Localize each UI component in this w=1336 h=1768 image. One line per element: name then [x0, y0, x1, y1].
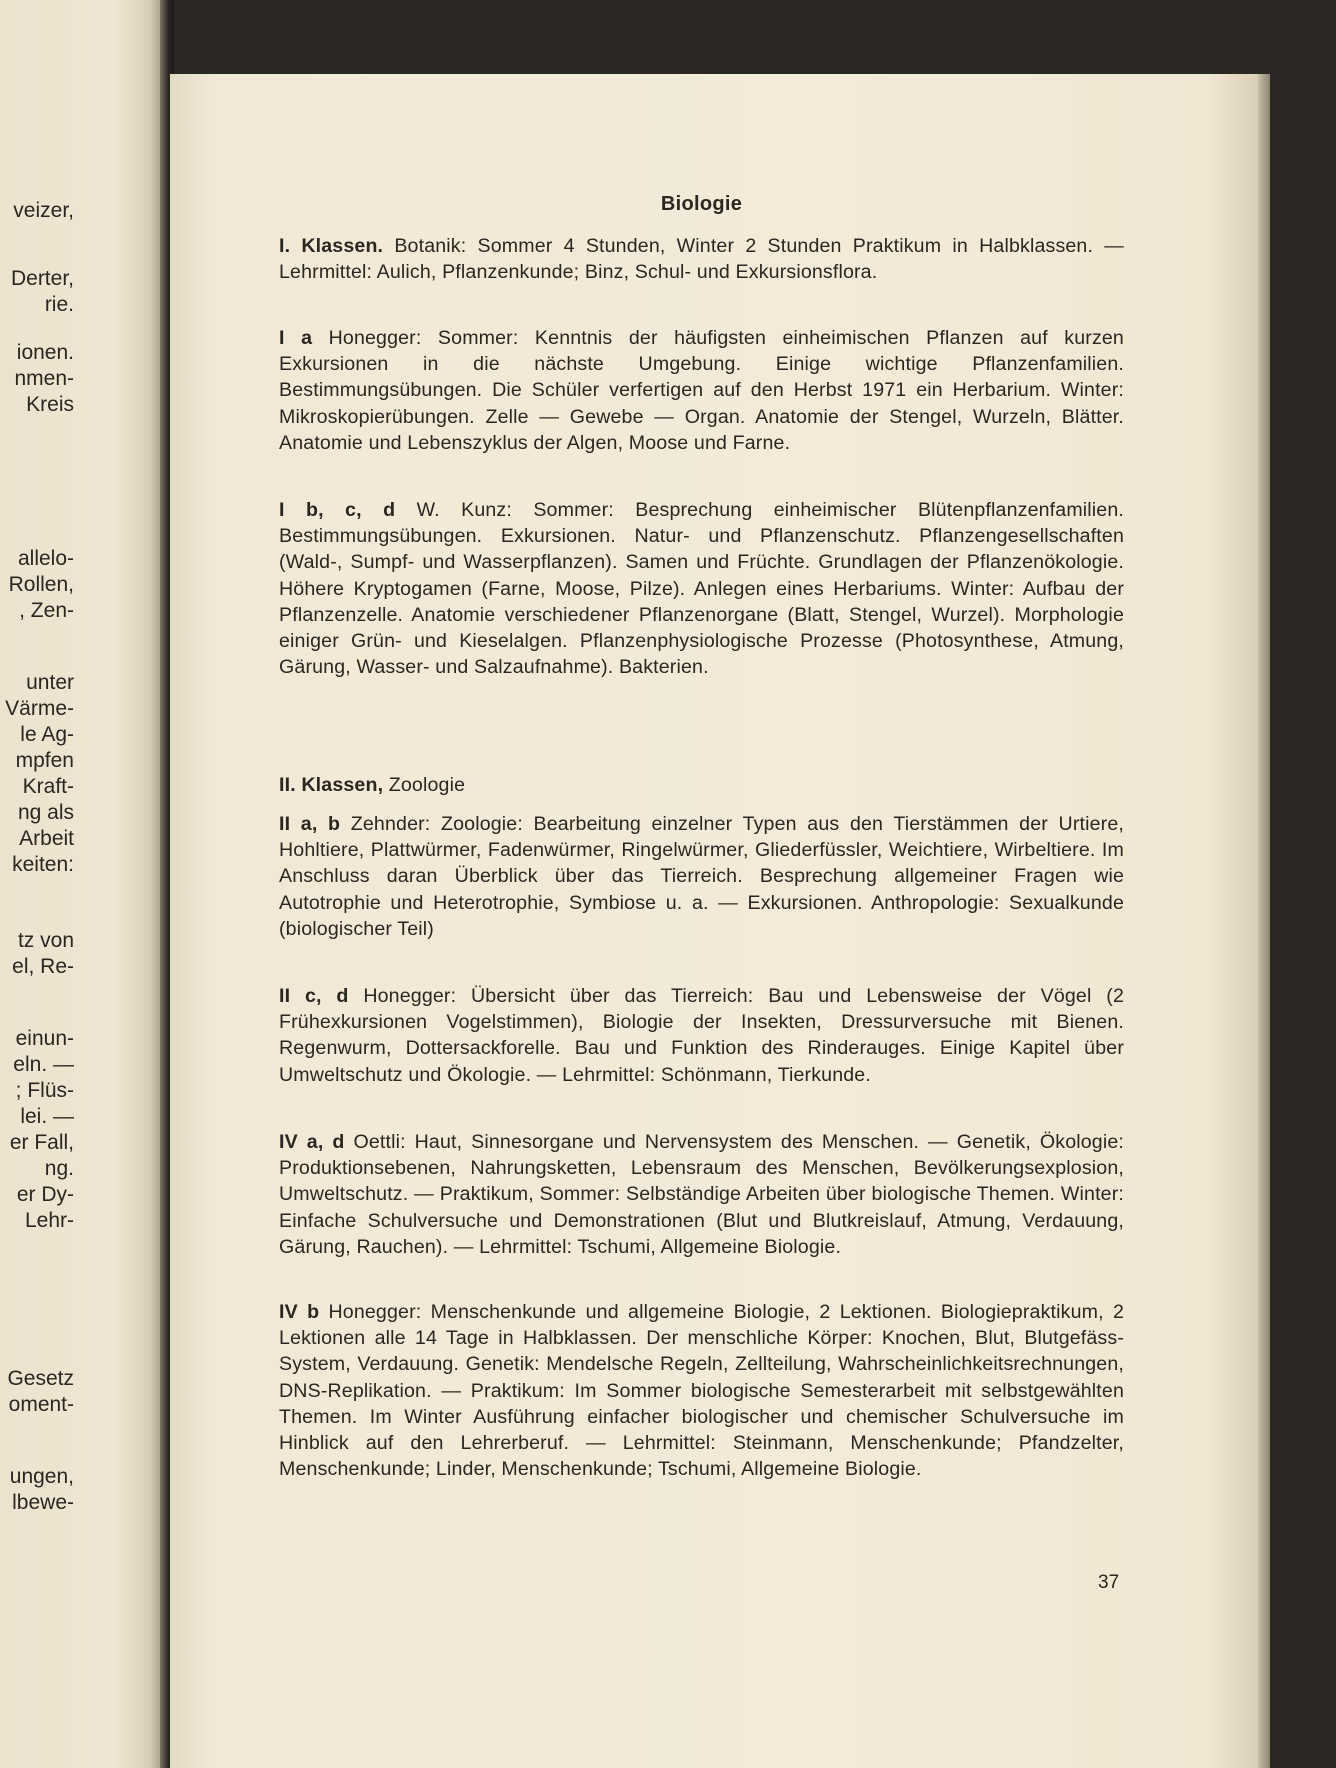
paragraph-label: I b, c, d	[279, 499, 396, 521]
left-fragment: le Ag-	[20, 723, 74, 746]
paragraph-text: Honegger: Übersicht über das Tierreich: Bau und Lebensweise der Vögel (2 Frühexkursionen Vogelstimmen), Biologie der Insekten, Dressurversuche mit Bienen. Regenwurm, Dottersackforelle. Bau und Funktion des Rinderauges. Einige Kapitel über Umweltschutz und Ökologie. — Lehrmittel: Schönmann, Tierkunde.	[279, 985, 1124, 1086]
left-fragment: Gesetz	[7, 1367, 74, 1390]
paragraph-label: II a, b	[279, 813, 341, 835]
paragraph-text: Honegger: Sommer: Kenntnis der häufigsten einheimischen Pflanzen auf kurzen Exkursionen in die nächste Umgebung. Einige wichtige Pflanzenfamilien. Bestimmungsübungen. Die Schüler verfertigen auf den Herbst 1971 ein Herbarium. Winter: Mikroskopierübungen. Zelle — Gewebe — Organ. Anatomie der Stengel, Wurzeln, Blätter. Anatomie und Lebenszyklus der Algen, Moose und Farne.	[279, 327, 1124, 454]
left-fragment: ionen.	[16, 341, 74, 364]
left-fragment: unter	[26, 671, 74, 694]
paragraph-label: II c, d	[279, 985, 349, 1007]
left-page	[0, 0, 166, 1768]
paragraph-label: II. Klassen,	[279, 774, 384, 796]
left-fragment: rie.	[44, 293, 74, 316]
page-number: 37	[1098, 1572, 1120, 1593]
paragraph-ia	[279, 325, 1124, 456]
page-title: Biologie	[660, 193, 743, 215]
left-fragment: ng als	[17, 801, 74, 824]
left-fragment: ; Flüs-	[15, 1079, 74, 1102]
left-fragment: er Fall,	[9, 1131, 74, 1154]
left-fragment: veizer,	[13, 199, 74, 222]
left-fragment: Värme-	[5, 697, 74, 720]
left-fragment: nmen-	[14, 367, 74, 390]
left-fragment: einun-	[15, 1027, 74, 1050]
paragraph-ibcd	[279, 497, 1124, 680]
paragraph-label: I. Klassen.	[279, 235, 384, 257]
paragraph-ivb	[279, 1299, 1124, 1482]
paragraph-text: Oettli: Haut, Sinnesorgane und Nervensystem des Menschen. — Genetik, Ökologie: Produktionsebenen, Nahrungsketten, Lebensraum des Menschen, Bevölkerungsexplosion, Umweltschutz. — Praktikum, Sommer: Selbständige Arbeiten über biologische Themen. Winter: Einfache Schulversuche und Demonstrationen (Blut und Blutkreislauf, Atmung, Verdauung, Gärung, Rauchen). — Lehrmittel: Tschumi, Allgemeine Biologie.	[279, 1131, 1124, 1258]
left-fragment: eln. —	[13, 1053, 74, 1076]
paragraph-text: Botanik: Sommer 4 Stunden, Winter 2 Stunden Praktikum in Halbklassen. — Lehrmittel: Aulich, Pflanzenkunde; Binz, Schul- und Exkursionsflora.	[279, 235, 1124, 284]
paragraph-klassen-1	[279, 233, 1124, 285]
left-fragment: er Dy-	[16, 1183, 74, 1206]
paragraph-ivad	[279, 1129, 1124, 1260]
page-edge	[1258, 74, 1270, 1768]
left-fragment: lei. —	[20, 1105, 74, 1128]
paragraph-text: Zoologie	[383, 774, 466, 796]
paragraph-text: Zehnder: Zoologie: Bearbeitung einzelner Typen aus den Tierstämmen der Urtiere, Hohltiere, Plattwürmer, Fadenwürmer, Ringelwürmer, Gliederfüssler, Weichtiere, Wirbeltiere. Im Anschluss daran Überblick über das Tierreich. Besprechung allgemeiner Fragen wie Autotrophie und Heterotrophie, Symbiose u. a. — Exkursionen. Anthropologie: Sexualkunde (biologischer Teil)	[279, 813, 1124, 940]
paragraph-label: IV b	[279, 1301, 320, 1323]
left-fragment: oment-	[8, 1393, 74, 1416]
left-fragment: Kraft-	[22, 775, 74, 798]
left-fragment: tz von	[17, 929, 74, 952]
left-fragment: Derter,	[10, 267, 74, 290]
left-fragment: Arbeit	[19, 827, 74, 850]
left-fragment: mpfen	[15, 749, 74, 772]
left-fragment: Rollen,	[8, 573, 74, 596]
left-fragment: allelo-	[17, 547, 74, 570]
left-fragment: ungen,	[9, 1465, 74, 1488]
left-fragment: keiten:	[12, 853, 74, 876]
paragraph-label: I a	[279, 327, 313, 349]
left-fragment: el, Re-	[12, 955, 74, 978]
left-fragment: ng.	[44, 1157, 74, 1180]
paragraph-klassen-2	[279, 772, 1124, 798]
left-fragment: Lehr-	[24, 1209, 74, 1232]
paragraph-iicd	[279, 983, 1124, 1088]
left-fragment: lbewe-	[12, 1491, 74, 1514]
left-fragment: , Zen-	[19, 599, 74, 622]
left-fragment: Kreis	[26, 393, 74, 416]
paragraph-text: Honegger: Menschenkunde und allgemeine Biologie, 2 Lektionen. Biologiepraktikum, 2 Lektionen alle 14 Tage in Halbklassen. Der menschliche Körper: Knochen, Blut, Blutgefäss-System, Verdauung. Genetik: Mendelsche Regeln, Zellteilung, Wahrscheinlichkeitsrechnungen, DNS-Replikation. — Praktikum: Im Sommer biologische Semesterarbeit mit selbstgewählten Themen. Im Winter Ausführung einfacher biologischer und chemischer Schulversuche im Hinblick auf den Lehrerberuf. — Lehrmittel: Steinmann, Menschenkunde; Pfandzelter, Menschenkunde; Linder, Menschenkunde; Tschumi, Allgemeine Biologie.	[279, 1301, 1124, 1481]
paragraph-label: IV a, d	[279, 1131, 345, 1153]
paragraph-iiab	[279, 811, 1124, 942]
paragraph-text: W. Kunz: Sommer: Besprechung einheimischer Blütenpflanzenfamilien. Bestimmungsübungen. Exkursionen. Natur- und Pflanzenschutz. Pflanzengesellschaften (Wald-, Sumpf- und Wasserpflanzen). Samen und Früchte. Grundlagen der Pflanzenökologie. Höhere Kryptogamen (Farne, Moose, Pilze). Anlegen eines Herbariums. Winter: Aufbau der Pflanzenzelle. Anatomie verschiedener Pflanzenorgane (Blatt, Stengel, Wurzel). Morphologie einiger Grün- und Kieselalgen. Pflanzenphysiologische Prozesse (Photosynthese, Atmung, Gärung, Wasser- und Salzaufnahme). Bakterien.	[279, 499, 1124, 679]
